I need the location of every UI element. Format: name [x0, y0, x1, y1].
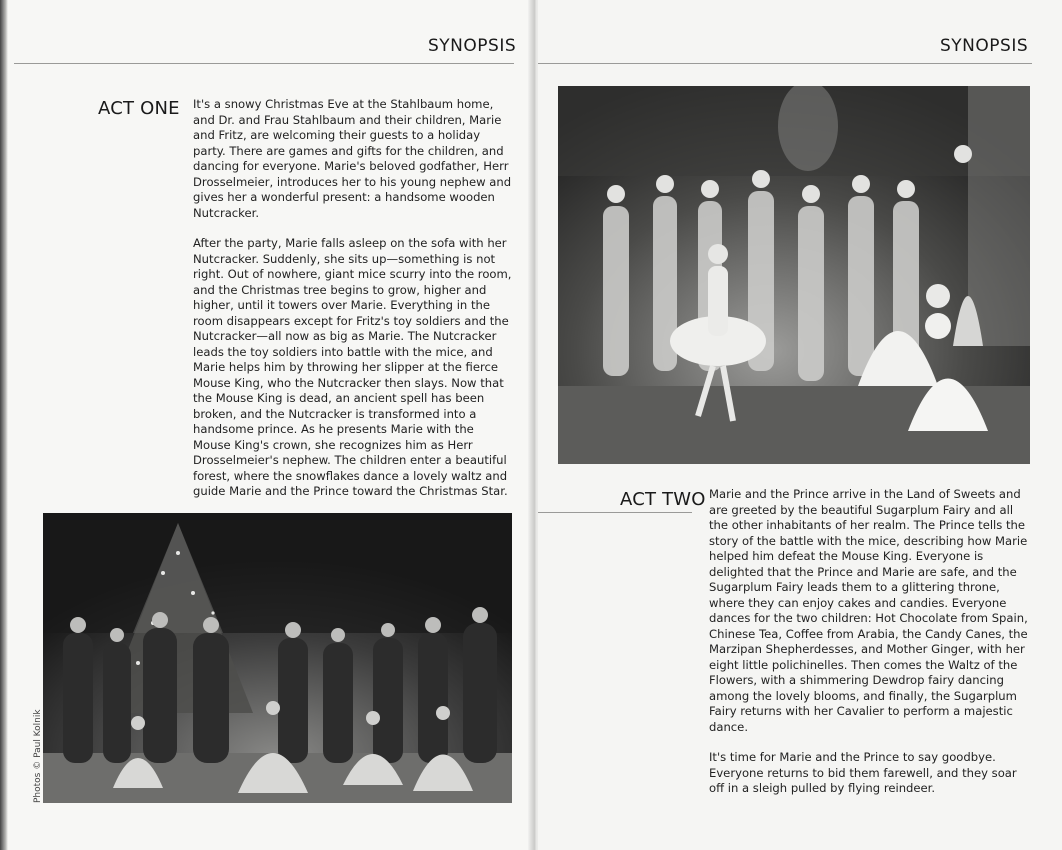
- photo-credit: Photos © Paul Kolnik: [33, 709, 43, 803]
- land-of-sweets-photo: [558, 86, 1030, 464]
- act-two-paragraph-1: Marie and the Prince arrive in the Land of Sweets and are greeted by the beautiful Sugarplum Fairy and all the other inhabitants of her realm. The Prince tells the story of the battle with the mice, describing how Marie helped him defeat the Mouse King. Everyone is delighted that the Prince and Marie are safe, and the Sugarplum Fairy leads them to a glittering throne, where they can enjoy cakes and candies. Everyone dances for the two children: Hot Chocolate from Spain, Chinese Tea, Coffee from Arabia, the Candy Canes, the Marzipan Shepherdesses, and Mother Ginger, with her eight little polichinelles. Then comes the Waltz of the Flowers, with a shimmering Dewdrop fairy dancing among the lovely blooms, and finally, the Sugarplum Fairy returns with her Cavalier to perform a majestic dance.: [709, 487, 1028, 734]
- act-two-text: [709, 487, 1031, 812]
- right-page-header: SYNOPSIS: [940, 36, 1029, 56]
- party-scene-illustration: [43, 513, 512, 803]
- header-rule-right: [538, 63, 1032, 64]
- page-edge-shadow: [0, 0, 8, 850]
- act-one-paragraph-1: It's a snowy Christmas Eve at the Stahlbaum home, and Dr. and Frau Stahlbaum and their children, Marie and Fritz, are welcoming their guests to a holiday party. There are games and gifts for the children, and dancing for everyone. Marie's beloved godfather, Herr Drosselmeier, introduces her to his young nephew and gives her a wonderful present: a handsome wooden Nutcracker.: [193, 97, 512, 220]
- act-one-paragraph-2: After the party, Marie falls asleep on the sofa with her Nutcracker. Suddenly, she sits up—something is not right. Out of nowhere, giant mice scurry into the room, and the Christmas tree begins to grow, higher and higher, until it towers over Marie. Everything in the room disappears except for Fritz's toy soldiers and the Nutcracker—all now as big as Marie. The Nutcracker leads the toy soldiers into battle with the mice, and Marie helps him by throwing her slipper at the fierce Mouse King, who the Nutcracker then slays. Now that the Mouse King is dead, an ancient spell has been broken, and the Nutcracker is transformed into a handsome prince. As he presents Marie with the Mouse King's crown, she recognizes him as Herr Drosselmeier's nephew. The children enter a beautiful forest, where the snowflakes dance a lovely waltz and guide Marie and the Prince toward the Christmas Star.: [193, 236, 512, 498]
- act-one-title: ACT ONE: [98, 98, 180, 119]
- act-one-text: [193, 97, 515, 515]
- party-scene-photo: [43, 513, 512, 803]
- right-page: [538, 0, 1062, 850]
- land-of-sweets-illustration: [558, 86, 1030, 464]
- left-page-header: SYNOPSIS: [428, 36, 517, 56]
- header-rule: [14, 63, 514, 64]
- act-two-rule: [538, 512, 692, 513]
- act-two-paragraph-2: It's time for Marie and the Prince to say goodbye. Everyone returns to bid them farewell, and they soar off in a sleigh pulled by flying reindeer.: [709, 750, 1017, 795]
- act-two-title: ACT TWO: [620, 489, 706, 510]
